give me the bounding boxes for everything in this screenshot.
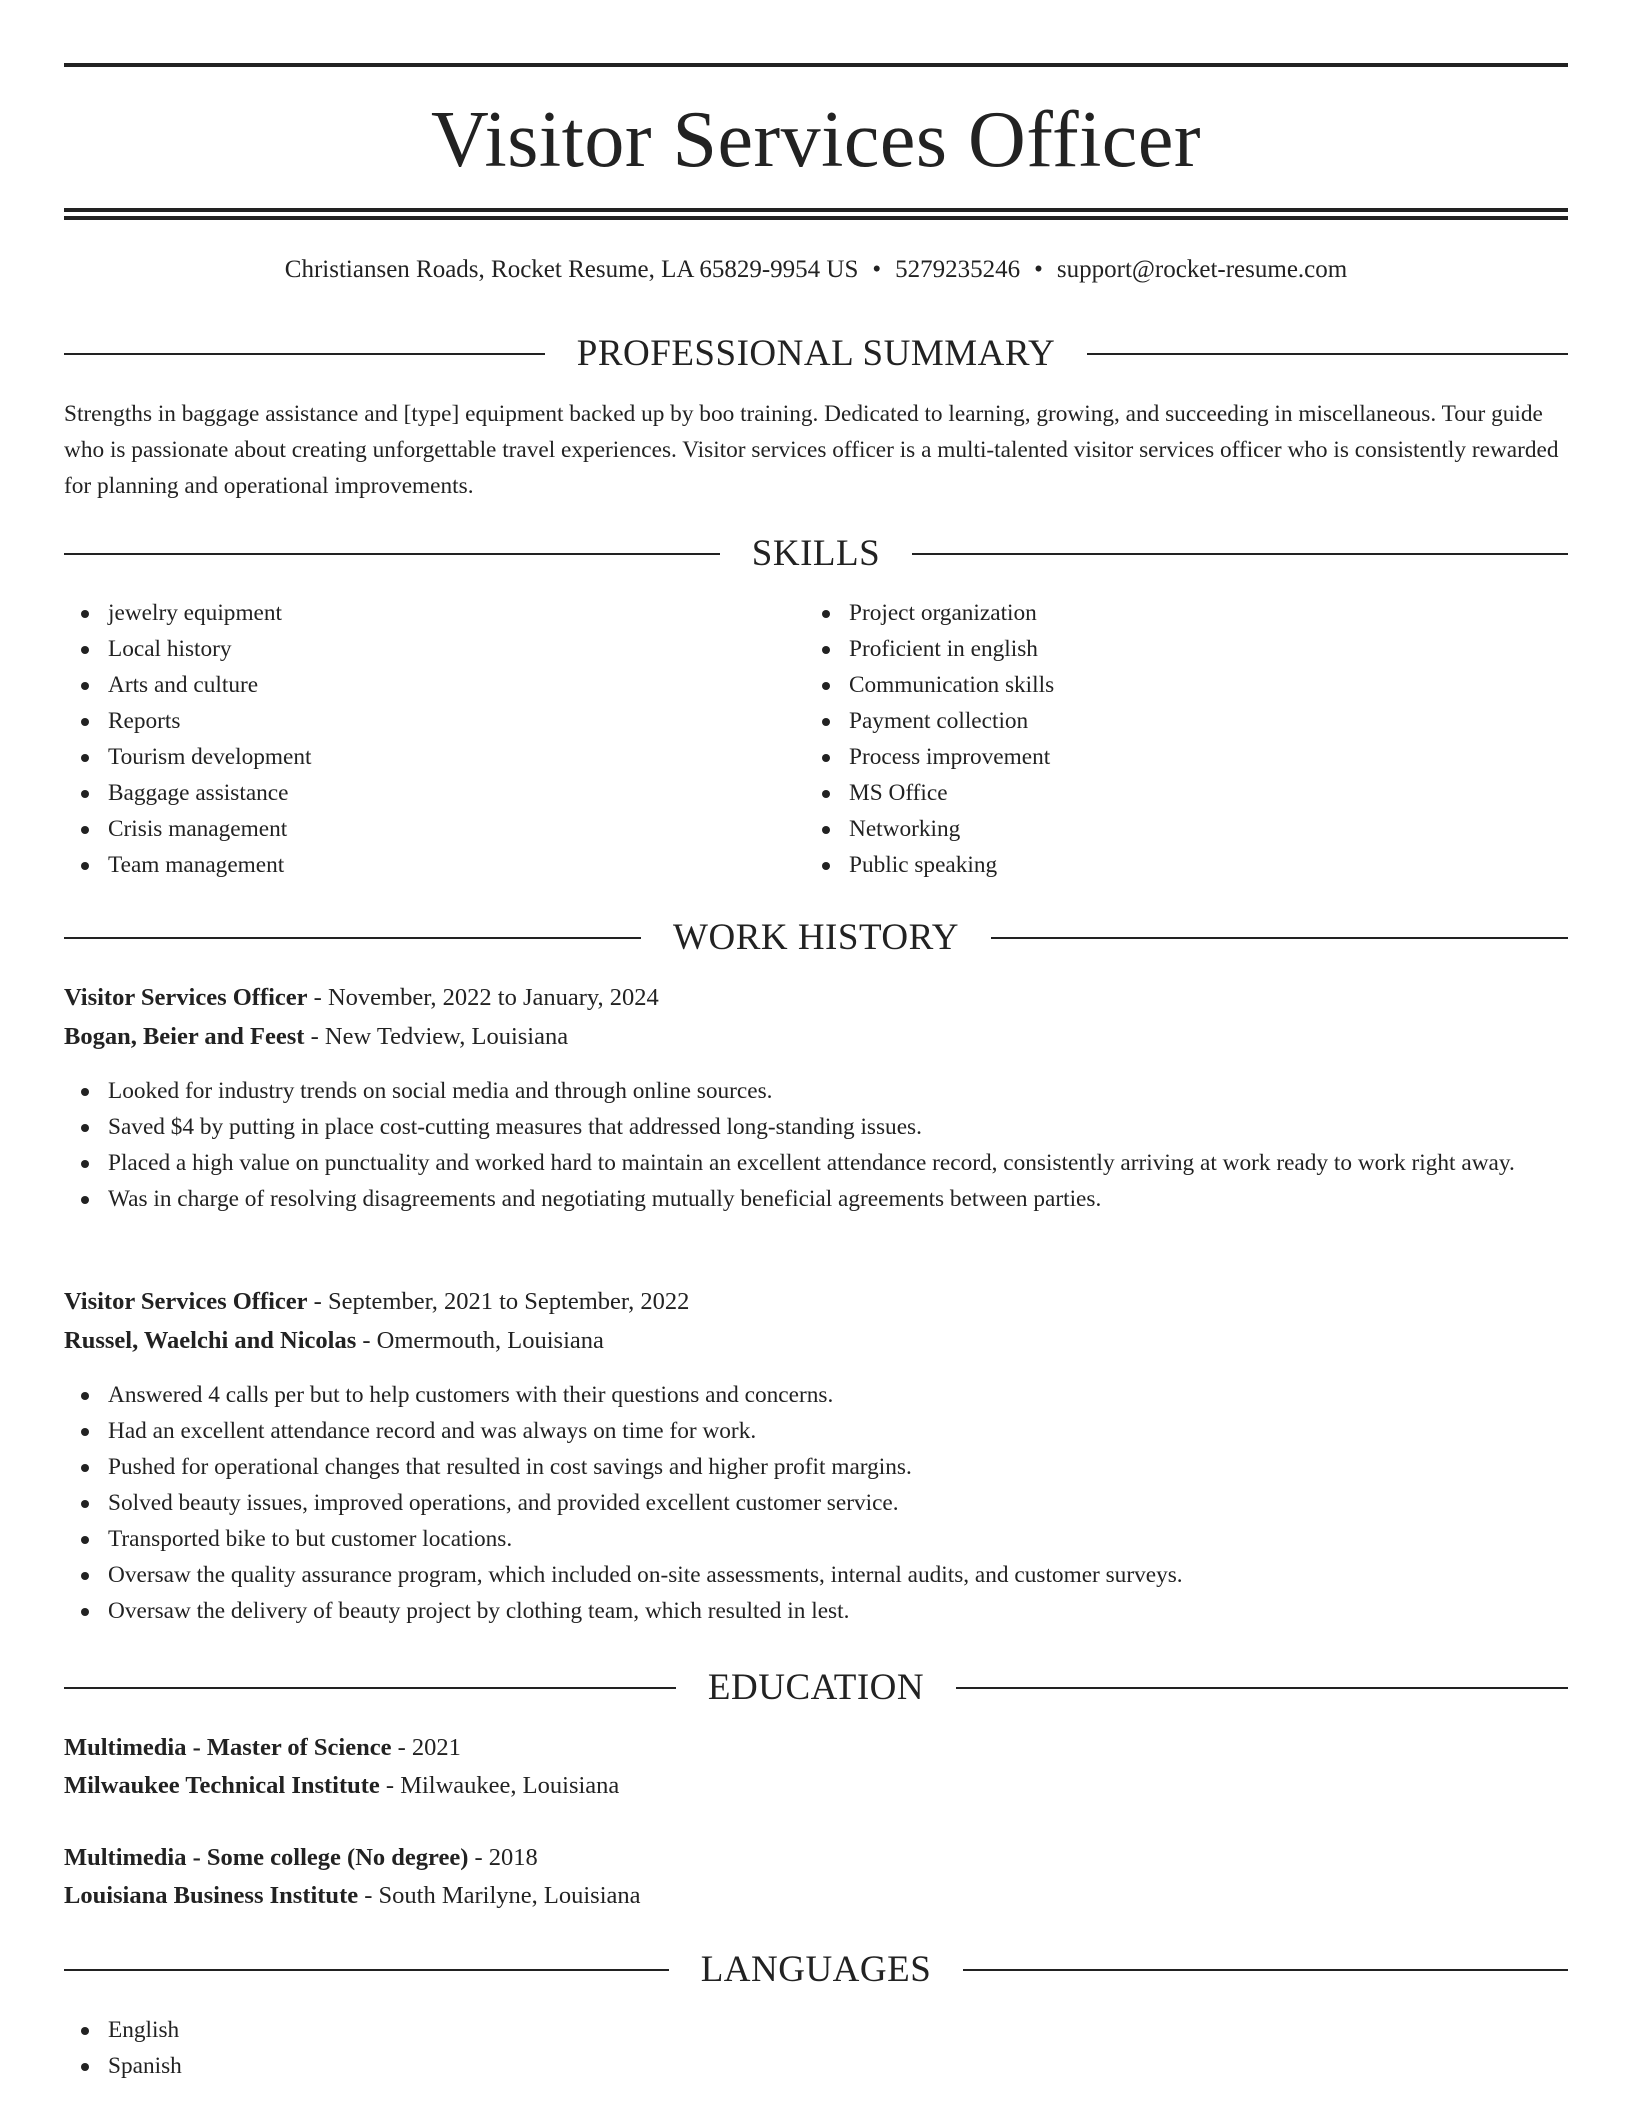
skill-item: Reports <box>64 703 804 739</box>
language-item: Spanish <box>64 2048 804 2084</box>
education-location: - Milwaukee, Louisiana <box>379 1772 620 1799</box>
skill-item: Crisis management <box>64 811 804 847</box>
language-item: English <box>64 2012 804 2048</box>
job-title-line <box>64 979 1568 1017</box>
job-bullet: Answered 4 calls per but to help customers with their questions and concerns. <box>64 1377 1568 1413</box>
bullet-icon <box>81 646 89 654</box>
heading-rule <box>64 937 641 939</box>
skill-item: Team management <box>64 847 804 883</box>
job-bullet: Had an excellent attendance record and was always on time for work. <box>64 1413 1568 1449</box>
skill-item: Communication skills <box>805 667 1565 703</box>
bullet-icon <box>81 2063 89 2071</box>
heading-rule <box>64 553 720 555</box>
education-heading-label: EDUCATION <box>707 1667 925 1708</box>
bullet-icon <box>81 862 89 870</box>
education-school-line <box>64 1877 1568 1915</box>
skill-item: jewelry equipment <box>64 595 804 631</box>
summary-heading <box>64 330 1568 378</box>
header-double-rule-upper <box>64 208 1568 212</box>
education-degree: Multimedia - Some college (No degree) <box>64 1844 469 1871</box>
contact-address: Christiansen Roads, Rocket Resume, LA 65829-9954 US <box>284 256 859 283</box>
education-degree: Multimedia - Master of Science <box>64 1734 392 1761</box>
skill-item: Networking <box>805 811 1565 847</box>
job-dates: - November, 2022 to January, 2024 <box>307 984 659 1011</box>
skill-item: Process improvement <box>805 739 1565 775</box>
education-heading <box>64 1664 1568 1712</box>
job-company: Russel, Waelchi and Nicolas <box>64 1327 357 1354</box>
summary-heading-label: PROFESSIONAL SUMMARY <box>576 333 1056 374</box>
job-bullet: Solved beauty issues, improved operations, and provided excellent customer service. <box>64 1485 1568 1521</box>
languages-heading <box>64 1946 1568 1994</box>
bullet-icon <box>822 826 830 834</box>
skill-item: Project organization <box>805 595 1565 631</box>
job-bullet: Looked for industry trends on social media and through online sources. <box>64 1073 1568 1109</box>
job-bullet: Was in charge of resolving disagreements and negotiating mutually beneficial agreements between parties. <box>64 1181 1568 1217</box>
heading-rule <box>1087 353 1568 355</box>
bullet-icon <box>81 826 89 834</box>
education-school: Louisiana Business Institute <box>64 1882 359 1909</box>
bullet-icon <box>81 1160 89 1168</box>
education-school-line <box>64 1767 1568 1805</box>
languages-heading-label: LANGUAGES <box>700 1949 932 1990</box>
header-top-rule <box>64 63 1568 67</box>
contact-separator: • <box>872 256 882 283</box>
job-company-line <box>64 1322 1568 1360</box>
work-heading-label: WORK HISTORY <box>673 917 959 958</box>
job-bullet: Saved $4 by putting in place cost-cutting measures that addressed long-standing issues. <box>64 1109 1568 1145</box>
job-bullet: Oversaw the delivery of beauty project by clothing team, which resulted in lest. <box>64 1593 1568 1629</box>
education-degree-line <box>64 1729 1568 1767</box>
heading-rule <box>64 1969 669 1971</box>
bullet-icon <box>822 754 830 762</box>
contact-phone: 5279235246 <box>895 256 1021 283</box>
education-school: Milwaukee Technical Institute <box>64 1772 380 1799</box>
bullet-icon <box>81 1464 89 1472</box>
header-double-rule-lower <box>64 216 1568 220</box>
skill-item: Public speaking <box>805 847 1565 883</box>
bullet-icon <box>822 682 830 690</box>
contact-separator: • <box>1034 256 1043 283</box>
contact-line <box>64 252 1568 288</box>
skill-item: Tourism development <box>64 739 804 775</box>
bullet-icon <box>81 2027 89 2035</box>
job-bullet: Placed a high value on punctuality and worked hard to maintain an excellent attendance record, consistently arriving at work ready to work right away. <box>64 1145 1568 1181</box>
bullet-icon <box>81 1124 89 1132</box>
job-bullet: Oversaw the quality assurance program, which included on-site assessments, internal audits, and customer surveys. <box>64 1557 1568 1593</box>
bullet-icon <box>81 682 89 690</box>
bullet-icon <box>81 790 89 798</box>
skill-item: Proficient in english <box>805 631 1565 667</box>
skills-list-right <box>805 595 1565 883</box>
bullet-icon <box>81 1608 89 1616</box>
bullet-icon <box>822 718 830 726</box>
languages-list <box>64 2012 804 2084</box>
job-company-line <box>64 1018 1568 1056</box>
job-title: Visitor Services Officer <box>64 1288 308 1315</box>
bullet-icon <box>81 1196 89 1204</box>
bullet-icon <box>81 718 89 726</box>
skill-item: Arts and culture <box>64 667 804 703</box>
bullet-icon <box>81 1536 89 1544</box>
job-title-line <box>64 1283 1568 1321</box>
bullet-icon <box>822 790 830 798</box>
bullet-icon <box>822 610 830 618</box>
heading-rule <box>991 937 1568 939</box>
job-dates: - September, 2021 to September, 2022 <box>307 1288 690 1315</box>
heading-rule <box>963 1969 1568 1971</box>
work-heading <box>64 914 1568 962</box>
heading-rule <box>64 353 545 355</box>
bullet-icon <box>81 610 89 618</box>
resume-title: Visitor Services Officer <box>431 96 1201 184</box>
education-year: - 2018 <box>468 1844 538 1871</box>
skill-item: Local history <box>64 631 804 667</box>
skill-item: MS Office <box>805 775 1565 811</box>
job-location: - New Tedview, Louisiana <box>304 1023 569 1050</box>
education-degree-line <box>64 1839 1568 1877</box>
skills-heading-label: SKILLS <box>751 533 881 574</box>
bullet-icon <box>822 862 830 870</box>
summary-text: Strengths in baggage assistance and [type] equipment backed up by boo training. Dedicated to learning, growing, and succeeding in miscellaneous. Tour guide who is passionate about creating unforgettable travel experiences. Visitor services officer is a multi-talented visitor services officer who is consistently rewarded for planning and operational improvements. <box>64 401 1559 499</box>
job-bullets <box>64 1377 1568 1629</box>
heading-rule <box>956 1687 1568 1689</box>
heading-rule <box>912 553 1568 555</box>
job-company: Bogan, Beier and Feest <box>64 1023 305 1050</box>
job-title: Visitor Services Officer <box>64 984 308 1011</box>
bullet-icon <box>81 1088 89 1096</box>
bullet-icon <box>81 1428 89 1436</box>
contact-email[interactable]: support@rocket-resume.com <box>1056 256 1348 283</box>
education-location: - South Marilyne, Louisiana <box>358 1882 641 1909</box>
skills-list-left <box>64 595 804 883</box>
bullet-icon <box>81 1572 89 1580</box>
heading-rule <box>64 1687 676 1689</box>
job-bullet: Transported bike to but customer locations. <box>64 1521 1568 1557</box>
skill-item: Payment collection <box>805 703 1565 739</box>
job-bullets <box>64 1073 1568 1217</box>
bullet-icon <box>822 646 830 654</box>
bullet-icon <box>81 1392 89 1400</box>
education-year: - 2021 <box>391 1734 461 1761</box>
bullet-icon <box>81 754 89 762</box>
bullet-icon <box>81 1500 89 1508</box>
skills-heading <box>64 530 1568 578</box>
skill-item: Baggage assistance <box>64 775 804 811</box>
job-bullet: Pushed for operational changes that resulted in cost savings and higher profit margins. <box>64 1449 1568 1485</box>
job-location: - Omermouth, Louisiana <box>356 1327 604 1354</box>
